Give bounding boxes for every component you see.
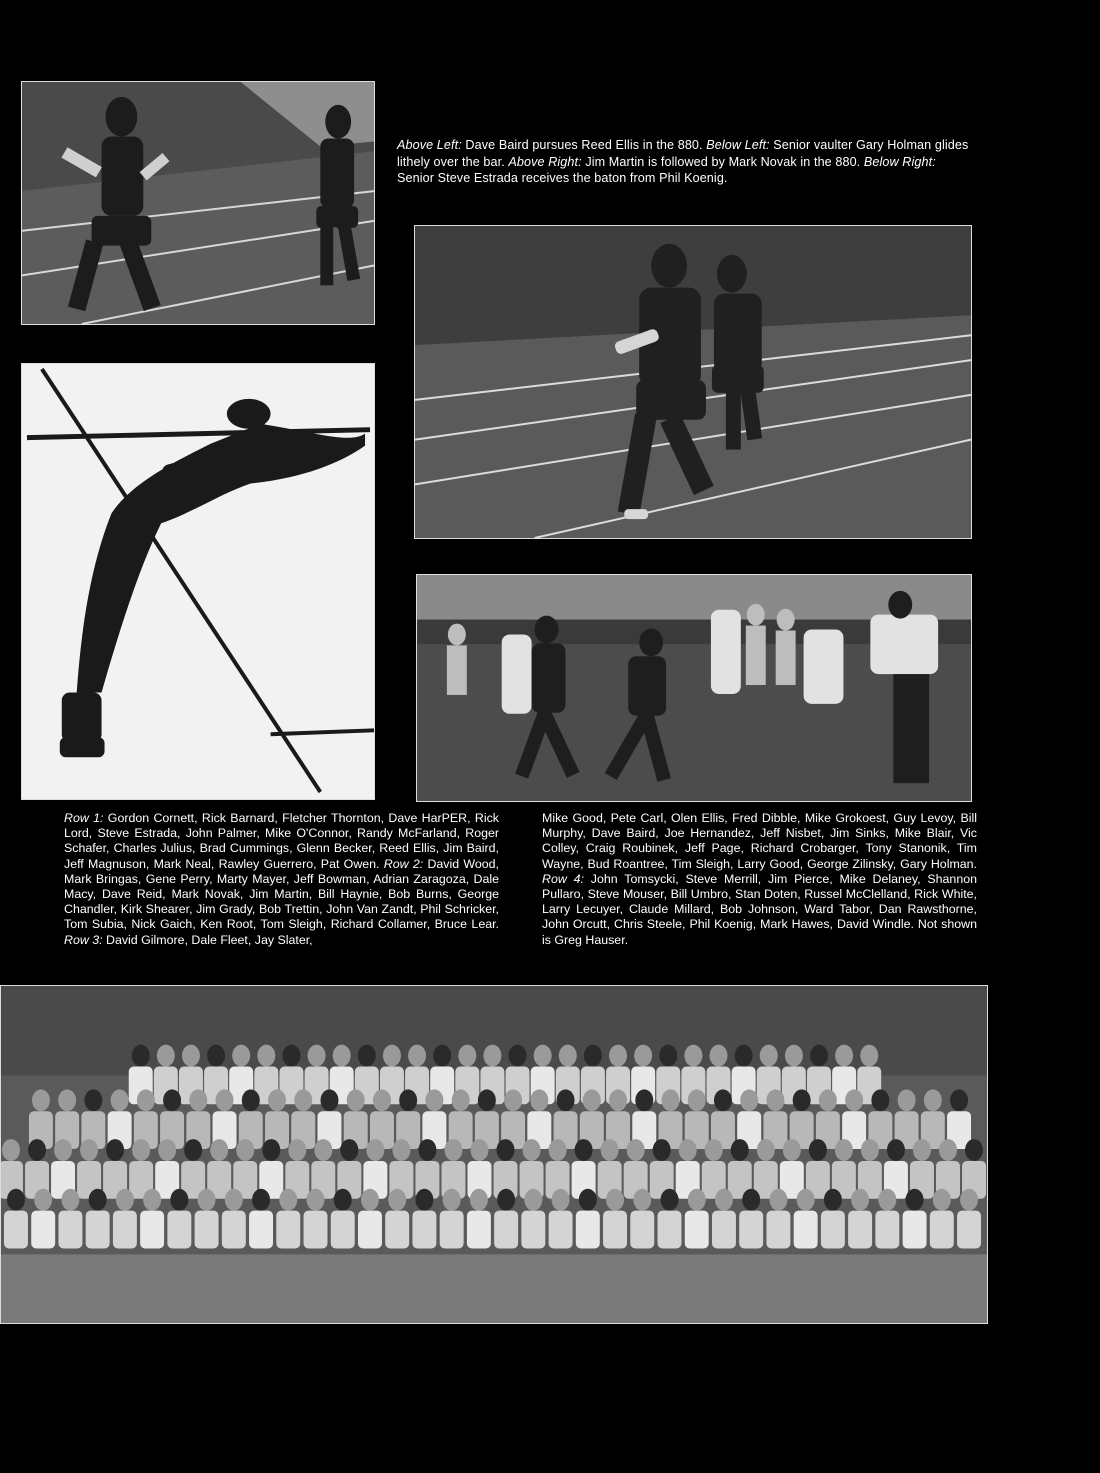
team-member-head xyxy=(236,1139,254,1161)
team-member-head xyxy=(373,1089,391,1111)
team-member-body xyxy=(603,1211,627,1249)
team-member-head xyxy=(653,1139,671,1161)
roster-label-row-3: Row 3: xyxy=(64,932,103,947)
team-member-head xyxy=(470,1189,488,1211)
team-member-head xyxy=(358,1045,376,1067)
team-member-head xyxy=(824,1189,842,1211)
team-member-head xyxy=(575,1139,593,1161)
team-member-head xyxy=(89,1189,107,1211)
team-member-head xyxy=(559,1045,577,1067)
team-member-head xyxy=(478,1089,496,1111)
photo-above-left xyxy=(21,81,375,325)
team-member-body xyxy=(957,1211,981,1249)
team-member-head xyxy=(710,1045,728,1067)
team-member-head xyxy=(810,1045,828,1067)
team-member-head xyxy=(606,1189,624,1211)
team-member-head xyxy=(334,1189,352,1211)
team-member-head xyxy=(242,1089,260,1111)
caption-text-below-right: Senior Steve Estrada receives the baton from Phil Koenig. xyxy=(397,171,728,185)
team-member-body xyxy=(195,1211,219,1249)
team-member-body xyxy=(113,1211,137,1249)
team-roster-col-1 xyxy=(64,811,499,948)
team-member-body xyxy=(249,1211,273,1249)
team-member-head xyxy=(851,1189,869,1211)
team-member-head xyxy=(913,1139,931,1161)
team-member-head xyxy=(84,1089,102,1111)
team-member-head xyxy=(797,1189,815,1211)
caption-label-below-left: Below Left: xyxy=(706,138,770,152)
team-member-head xyxy=(688,1089,706,1111)
team-member-head xyxy=(210,1139,228,1161)
roster-label-row-4: Row 4: xyxy=(542,871,584,886)
team-member-body xyxy=(576,1211,600,1249)
team-member-head xyxy=(742,1189,760,1211)
team-member-body xyxy=(494,1211,518,1249)
team-member-body xyxy=(875,1211,899,1249)
team-member-head xyxy=(860,1045,878,1067)
team-member-head xyxy=(609,1089,627,1111)
team-member-head xyxy=(182,1045,200,1067)
team-member-head xyxy=(965,1139,983,1161)
team-member-head xyxy=(530,1089,548,1111)
team-member-head xyxy=(731,1139,749,1161)
team-member-head xyxy=(579,1189,597,1211)
roster-names-row-1: Gordon Cornett, Rick Barnard, Fletcher Thornton, Dave HarPER, Rick Lord, Steve Estrada, John Palmer, Mike O'Connor, Randy McFarland, Roger Schafer, Charles Julius, Brad Cummings, Glenn Becker, Reed Ellis, Jim Baird, Jeff Magnuson, Mark Neal, Rawley Guerrero, Pat Owen. xyxy=(64,811,499,871)
team-member-head xyxy=(766,1089,784,1111)
team-member-body xyxy=(549,1211,573,1249)
team-member-head xyxy=(557,1089,575,1111)
team-member-body xyxy=(794,1211,818,1249)
team-member-head xyxy=(340,1139,358,1161)
team-member-head xyxy=(633,1189,651,1211)
team-member-body xyxy=(58,1211,82,1249)
roster-label-row-1: Row 1: xyxy=(64,811,104,825)
team-member-head xyxy=(361,1189,379,1211)
caption-label-above-left: Above Left: xyxy=(397,138,462,152)
team-member-head xyxy=(950,1089,968,1111)
team-member-head xyxy=(458,1045,476,1067)
team-member-head xyxy=(471,1139,489,1161)
roster-label-row-2: Row 2: xyxy=(383,856,424,871)
team-member-head xyxy=(705,1139,723,1161)
team-member-head xyxy=(552,1189,570,1211)
team-member-head xyxy=(939,1139,957,1161)
team-member-head xyxy=(34,1189,52,1211)
team-member-head xyxy=(80,1139,98,1161)
team-member-head xyxy=(534,1045,552,1067)
caption-label-below-right: Below Right: xyxy=(863,154,936,169)
team-member-head xyxy=(898,1089,916,1111)
team-member-head xyxy=(444,1139,462,1161)
team-member-head xyxy=(688,1189,706,1211)
team-member-head xyxy=(835,1139,853,1161)
team-member-head xyxy=(137,1089,155,1111)
team-member-head xyxy=(252,1189,270,1211)
team-member-head xyxy=(333,1045,351,1067)
team-member-head xyxy=(163,1089,181,1111)
team-member-body xyxy=(766,1211,790,1249)
team-member-body xyxy=(167,1211,191,1249)
team-member-head xyxy=(740,1089,758,1111)
team-member-body xyxy=(658,1211,682,1249)
team-member-head xyxy=(184,1139,202,1161)
team-member-head xyxy=(714,1089,732,1111)
team-member-head xyxy=(347,1089,365,1111)
team-member-body xyxy=(358,1211,382,1249)
team-member-head xyxy=(504,1089,522,1111)
team-member-head xyxy=(783,1139,801,1161)
team-member-head xyxy=(294,1089,312,1111)
team-member-head xyxy=(314,1139,332,1161)
team-member-head xyxy=(111,1089,129,1111)
team-member-body xyxy=(630,1211,654,1249)
team-member-head xyxy=(418,1139,436,1161)
team-member-head xyxy=(443,1189,461,1211)
team-member-head xyxy=(661,1189,679,1211)
roster-not-shown: Not shown is Greg Hauser. xyxy=(542,917,977,947)
team-member-head xyxy=(549,1139,567,1161)
team-member-head xyxy=(32,1089,50,1111)
team-member-head xyxy=(684,1045,702,1067)
team-member-head xyxy=(225,1189,243,1211)
team-member-head xyxy=(497,1189,515,1211)
team-member-head xyxy=(635,1089,653,1111)
team-member-head xyxy=(785,1045,803,1067)
team-member-body xyxy=(86,1211,110,1249)
photo-captions xyxy=(397,137,972,187)
team-member-head xyxy=(257,1045,275,1067)
team-member-body xyxy=(930,1211,954,1249)
team-member-body xyxy=(385,1211,409,1249)
team-member-head xyxy=(307,1189,325,1211)
team-member-head xyxy=(871,1089,889,1111)
team-member-head xyxy=(58,1089,76,1111)
team-member-head xyxy=(609,1045,627,1067)
team-member-body xyxy=(848,1211,872,1249)
team-member-head xyxy=(408,1045,426,1067)
team-member-head xyxy=(627,1139,645,1161)
team-member-body xyxy=(31,1211,55,1249)
team-member-head xyxy=(809,1139,827,1161)
roster-names-row-4: John Tomsycki, Steve Merrill, Jim Pierce, Mike Delaney, Shannon Pullaro, Steve Mouser, Bill Umbro, Stan Doten, Russel McClelland, Rick White, Larry Lecuyer, Claude Millard, Bob Johnson, Ward Tabor, Dan Rawsthorne, John Orcutt, Chris Steele, Phil Koenig, Mark Hawes, David Windle. xyxy=(542,871,977,932)
roster-names-row-2: David Wood, Mark Bringas, Gene Perry, Marty Mayer, Jeff Bowman, Adrian Zaragoza, Dale Macy, Dave Reid, Mark Novak, Jim Martin, Bill Haynie, Bob Burns, George Chandler, Kirk Shearer, Jim Grady, Bob Trettin, John Van Zandt, Phil Schricker, Tom Subia, Nick Gaich, Ken Root, Tom Sleigh, Richard Collamer, Bruce Lear. xyxy=(64,856,499,932)
team-member-head xyxy=(933,1189,951,1211)
caption-text-above-left: Dave Baird pursues Reed Ellis in the 880. xyxy=(461,138,707,152)
team-member-head xyxy=(388,1189,406,1211)
team-member-body xyxy=(685,1211,709,1249)
team-member-head xyxy=(268,1089,286,1111)
team-member-head xyxy=(524,1189,542,1211)
team-member-head xyxy=(157,1045,175,1067)
team-member-head xyxy=(207,1045,225,1067)
team-member-head xyxy=(54,1139,72,1161)
team-member-body xyxy=(276,1211,300,1249)
team-member-head xyxy=(61,1189,79,1211)
team-member-head xyxy=(819,1089,837,1111)
team-member-head xyxy=(769,1189,787,1211)
team-member-head xyxy=(793,1089,811,1111)
team-member-head xyxy=(523,1139,541,1161)
photo-below-right xyxy=(416,574,972,802)
team-member-head xyxy=(232,1045,250,1067)
team-member-head xyxy=(308,1045,326,1067)
team-member-body xyxy=(739,1211,763,1249)
team-member-head xyxy=(320,1089,338,1111)
caption-text-below-left: Senior vaulter Gary Holman glides lithely over the bar. xyxy=(397,138,969,169)
team-member-head xyxy=(433,1045,451,1067)
team-member-head xyxy=(288,1139,306,1161)
caption-label-above-right: Above Right: xyxy=(508,154,582,169)
team-member-head xyxy=(584,1045,602,1067)
team-member-head xyxy=(106,1139,124,1161)
photo-below-left xyxy=(21,363,375,800)
roster-names-row-3-b: Mike Good, Pete Carl, Olen Ellis, Fred Dibble, Mike Grokoest, Guy Levoy, Bill Murphy, Dave Baird, Joe Hernandez, Jeff Nisbet, Jim Sinks, Mike Blair, Vic Colley, Craig Roubinek, Jeff Page, Richard Crobarger, Tony Stanonik, Tim Wayne, Bud Roantree, Tim Sleigh, Larry Good, George Zilinsky, Gary Holman. xyxy=(542,811,977,871)
team-member-head xyxy=(452,1089,470,1111)
team-member-head xyxy=(383,1045,401,1067)
team-member-head xyxy=(132,1045,150,1067)
team-member-head xyxy=(366,1139,384,1161)
team-member-head xyxy=(7,1189,25,1211)
roster-names-row-3-a: David Gilmore, Dale Fleet, Jay Slater, xyxy=(102,932,313,947)
team-member-head xyxy=(878,1189,896,1211)
team-member-body xyxy=(903,1211,927,1249)
team-member-body xyxy=(821,1211,845,1249)
team-member-head xyxy=(2,1139,20,1161)
team-member-head xyxy=(497,1139,515,1161)
team-member-head xyxy=(509,1045,527,1067)
team-member-head xyxy=(170,1189,188,1211)
team-member-head xyxy=(662,1089,680,1111)
team-member-head xyxy=(960,1189,978,1211)
team-member-body xyxy=(440,1211,464,1249)
team-member-head xyxy=(483,1045,501,1067)
team-member-head xyxy=(861,1139,879,1161)
team-member-head xyxy=(679,1139,697,1161)
team-member-head xyxy=(425,1089,443,1111)
team-member-head xyxy=(924,1089,942,1111)
team-member-head xyxy=(28,1139,46,1161)
team-member-head xyxy=(760,1045,778,1067)
team-member-head xyxy=(158,1139,176,1161)
team-member-head xyxy=(399,1089,417,1111)
team-member-head xyxy=(282,1045,300,1067)
team-member-head xyxy=(198,1189,216,1211)
team-member-head xyxy=(906,1189,924,1211)
team-member-head xyxy=(279,1189,297,1211)
caption-text-above-right: Jim Martin is followed by Mark Novak in the 880. xyxy=(581,154,864,169)
team-member-head xyxy=(392,1139,410,1161)
team-member-body xyxy=(140,1211,164,1249)
team-member-body xyxy=(521,1211,545,1249)
team-member-body xyxy=(467,1211,491,1249)
team-member-head xyxy=(415,1189,433,1211)
team-member-head xyxy=(216,1089,234,1111)
photo-above-right xyxy=(414,225,972,539)
team-member-head xyxy=(757,1139,775,1161)
photo-team-group xyxy=(0,985,988,1324)
team-member-body xyxy=(331,1211,355,1249)
team-member-body xyxy=(4,1211,28,1249)
team-member-head xyxy=(116,1189,134,1211)
team-member-head xyxy=(735,1045,753,1067)
team-member-head xyxy=(845,1089,863,1111)
team-member-head xyxy=(659,1045,677,1067)
team-member-head xyxy=(132,1139,150,1161)
team-member-head xyxy=(143,1189,161,1211)
team-roster-col-2 xyxy=(542,811,977,948)
team-member-head xyxy=(835,1045,853,1067)
team-member-body xyxy=(222,1211,246,1249)
team-member-body xyxy=(712,1211,736,1249)
team-member-head xyxy=(262,1139,280,1161)
team-member-head xyxy=(583,1089,601,1111)
team-member-head xyxy=(887,1139,905,1161)
team-member-body xyxy=(304,1211,328,1249)
team-member-head xyxy=(601,1139,619,1161)
team-member-head xyxy=(634,1045,652,1067)
team-member-head xyxy=(715,1189,733,1211)
team-member-body xyxy=(412,1211,436,1249)
team-member-head xyxy=(189,1089,207,1111)
